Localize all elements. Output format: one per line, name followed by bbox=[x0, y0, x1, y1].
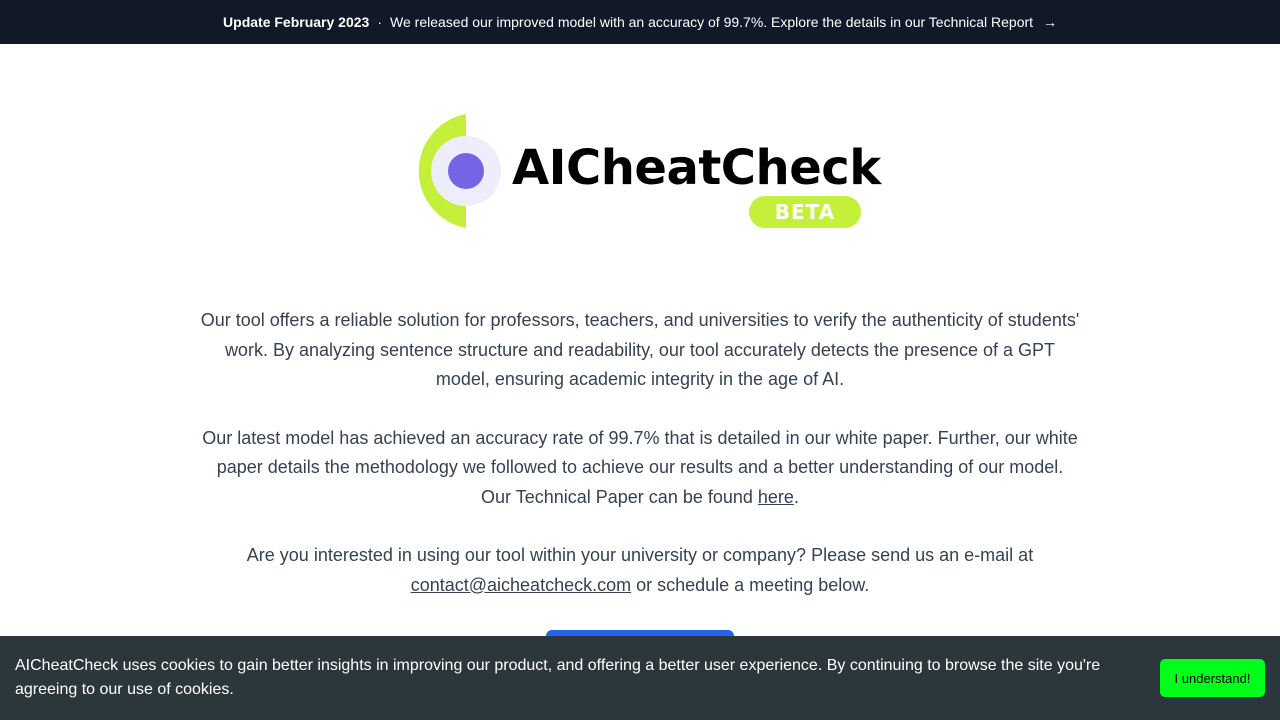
cookie-accept-button[interactable]: I understand! bbox=[1160, 659, 1265, 697]
technical-paper-link[interactable]: here bbox=[757, 486, 794, 507]
cookie-consent-bar bbox=[0, 636, 1280, 720]
intro-paragraph-2-end: . bbox=[793, 486, 799, 507]
intro-paragraph-1: Our tool offers a reliable solution for professors, teachers, and universities to verify the authenticity of students' work. By analyzing sentence structure and readability, our tool accurately detects the presence of a GPT model, ensuring academic integrity in the age of AI. bbox=[200, 310, 1080, 389]
banner-title: Update February 2023 bbox=[223, 14, 370, 30]
technical-report-link[interactable] bbox=[390, 14, 1057, 30]
intro-text bbox=[200, 306, 1080, 629]
intro-paragraph-3-text: Are you interested in using our tool within your university or company? Please send us an e-mail at bbox=[246, 545, 1034, 565]
beta-badge: BETA bbox=[749, 196, 861, 228]
banner-message: We released our improved model with an accuracy of 99.7%. Explore the details in our Technical Report bbox=[390, 14, 1034, 30]
arrow-right-icon: → bbox=[1042, 14, 1057, 30]
contact-email-link[interactable]: contact@aicheatcheck.com bbox=[410, 574, 632, 595]
announcement-banner bbox=[0, 0, 1280, 44]
logo-wordmark: AICheatCheck bbox=[512, 140, 881, 196]
cookie-message: AICheatCheck uses cookies to gain better insights in improving our product, and offering a better user experience. By continuing to browse the site you're agreeing to our use of cookies. bbox=[15, 657, 1101, 698]
logo bbox=[408, 112, 881, 232]
intro-paragraph-3-end: or schedule a meeting below. bbox=[631, 574, 870, 595]
banner-separator: · bbox=[377, 14, 383, 30]
intro-paragraph-2-text: Our latest model has achieved an accuracy rate of 99.7% that is detailed in our white paper. Further, our white paper details the methodology we followed to achieve our results and a better understanding of our model. Our Technical Paper can be found bbox=[202, 427, 1078, 507]
intro-paragraph-2 bbox=[200, 424, 1080, 513]
intro-paragraph-3 bbox=[200, 541, 1080, 600]
logo-mark-icon bbox=[408, 112, 508, 232]
